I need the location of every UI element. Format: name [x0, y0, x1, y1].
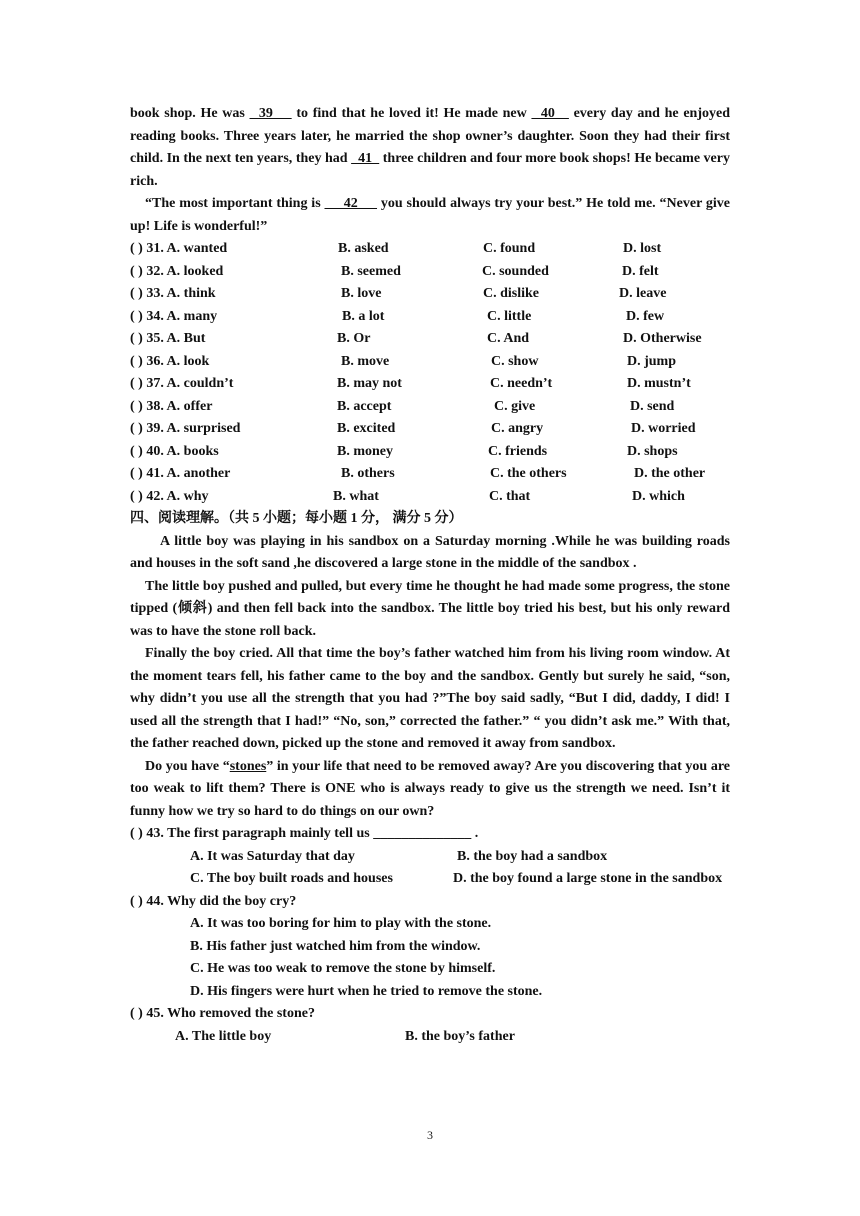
question-45-options — [130, 1026, 730, 1049]
question-43 — [130, 823, 730, 846]
option-c: C. dislike — [483, 286, 540, 301]
cloze-passage-end — [130, 103, 730, 193]
passage-text: three children and four more book shops! He became very rich. — [130, 151, 730, 189]
option-b: B. others — [341, 466, 395, 481]
passage-text: ” in your life that need to be removed away? Are you discovering that you are too weak to lift them? There is ONE who is always ready to give us the strength we need. Isn’t it funny how we try so hard to do things on our own? — [130, 758, 730, 819]
option-d: D. jump — [627, 353, 677, 369]
option-d: D. few — [626, 308, 665, 324]
option-c: C. friends — [488, 443, 548, 459]
passage-text: “The most important thing is — [145, 196, 325, 211]
option-b: B. move — [341, 353, 390, 369]
option-d: D. shops — [627, 443, 678, 459]
option-c: C. found — [483, 241, 536, 256]
option-c: C. angry — [491, 421, 544, 436]
option-b: B. may not — [337, 376, 402, 391]
question-43-options — [130, 846, 730, 869]
option-d: D. worried — [631, 421, 696, 436]
option-c: C. He was too weak to remove the stone by himself. — [190, 961, 496, 976]
option-b: B. a lot — [342, 308, 385, 324]
option-c: C. needn’t — [490, 376, 553, 391]
reading-paragraph — [130, 756, 730, 824]
reading-paragraph: A little boy was playing in his sandbox on a Saturday morning .While he was building roads and houses in the soft sand ,he discovered a large stone in the middle of the sandbox . — [130, 533, 730, 571]
question-number: ( ) 35. A. But — [130, 331, 206, 346]
question-number: ( ) 32. A. looked — [130, 263, 224, 279]
question-number: ( ) 36. A. look — [130, 353, 210, 369]
cloze-row — [130, 351, 730, 374]
option-b: B. the boy had a sandbox — [457, 848, 608, 864]
question-45 — [130, 1003, 730, 1026]
passage-text: Do you have “ — [145, 758, 230, 774]
cloze-row — [130, 373, 730, 396]
option-c: C. And — [487, 331, 530, 346]
option-d: D. mustn’t — [627, 376, 691, 391]
option-b: B. love — [341, 286, 382, 301]
cloze-row — [130, 463, 730, 486]
question-stem: ( ) 43. The first paragraph mainly tell us ______________ . — [130, 826, 479, 841]
question-44-option — [130, 958, 730, 981]
option-c: C. The boy built roads and houses — [190, 871, 393, 886]
passage-text: you should always try your best.” He told me. “Never give up! Life is wonderful!” — [130, 196, 730, 234]
blank-41: 41 — [351, 151, 380, 166]
option-c: C. sounded — [482, 263, 549, 279]
question-number: ( ) 33. A. think — [130, 286, 216, 301]
cloze-row — [130, 306, 730, 329]
option-d: D. leave — [619, 286, 667, 301]
cloze-row — [130, 418, 730, 441]
option-d: D. felt — [622, 263, 659, 279]
reading-paragraph: The little boy pushed and pulled, but every time he thought he had made some progress, the stone tipped (倾斜) and then fell back into the sandbox. The little boy tried his best, but his only reward was to have the stone roll back. — [130, 578, 730, 639]
question-44-option — [130, 936, 730, 959]
option-d: D. which — [632, 488, 685, 504]
option-d: D. Otherwise — [623, 331, 702, 346]
question-stem: ( ) 44. Why did the boy cry? — [130, 893, 297, 909]
passage-text: book shop. He was — [130, 106, 250, 121]
cloze-row — [130, 486, 730, 509]
option-b: B. excited — [337, 421, 396, 436]
question-stem: ( ) 45. Who removed the stone? — [130, 1006, 315, 1021]
option-d: D. send — [630, 398, 675, 414]
option-d: D. the boy found a large stone in the sandbox — [452, 871, 723, 886]
question-number: ( ) 37. A. couldn’t — [130, 376, 234, 391]
cloze-row — [130, 238, 730, 261]
question-number: ( ) 31. A. wanted — [130, 241, 228, 256]
blank-39: 39 — [249, 106, 292, 121]
cloze-row — [130, 261, 730, 284]
option-d: D. lost — [623, 241, 662, 256]
option-c: C. give — [494, 398, 536, 414]
cloze-row — [130, 328, 730, 351]
option-a: A. The little boy — [175, 1028, 272, 1044]
option-c: C. little — [487, 308, 532, 324]
option-d: D. the other — [634, 466, 706, 481]
option-a: A. It was Saturday that day — [190, 848, 355, 864]
question-number: ( ) 39. A. surprised — [130, 421, 241, 436]
question-number: ( ) 42. A. why — [130, 488, 209, 504]
passage-text: to find that he loved it! He made new — [291, 106, 532, 121]
option-b: B. Or — [337, 331, 371, 346]
option-b: B. asked — [338, 241, 389, 256]
stones-underlined: stones — [229, 758, 267, 774]
question-44 — [130, 891, 730, 914]
section-heading: 四、阅读理解。（共 5 小题；每小题 1 分， 满分 5 分） — [130, 511, 463, 526]
exam-page — [130, 103, 730, 1048]
cloze-row — [130, 396, 730, 419]
question-number: ( ) 40. A. books — [130, 443, 219, 459]
option-b: B. His father just watched him from the window. — [190, 938, 481, 954]
cloze-options — [130, 238, 730, 508]
cloze-row — [130, 283, 730, 306]
passage-text: every day and he enjoyed reading books. Three years later, he married the shop owner’s daughter. Soon they had their first child. In the next ten years, they had — [130, 106, 730, 166]
blank-40: 40 — [531, 106, 569, 121]
cloze-row — [130, 441, 730, 464]
question-number: ( ) 38. A. offer — [130, 398, 213, 414]
option-b: B. money — [337, 443, 393, 459]
question-43-options-cd — [130, 868, 730, 891]
option-b: B. the boy’s father — [405, 1028, 515, 1044]
option-a: A. It was too boring for him to play with the stone. — [190, 916, 492, 931]
blank-42: 42 — [324, 196, 378, 211]
option-b: B. seemed — [341, 263, 401, 279]
option-d: D. His fingers were hurt when he tried to remove the stone. — [190, 983, 543, 999]
option-b: B. what — [333, 488, 379, 504]
question-number: ( ) 34. A. many — [130, 308, 218, 324]
question-number: ( ) 41. A. another — [130, 466, 231, 481]
page-number: 3 — [427, 1128, 433, 1142]
option-c: C. the others — [490, 466, 567, 481]
reading-paragraph: Finally the boy cried. All that time the boy’s father watched him from his living room window. At the moment tears fell, his father came to the boy and the sandbox. Gently but surely he said, “son, why didn’t you use all the strength that you had ?”The boy said sadly, “But I did, daddy, I did! I used all the strength that I had!” “No, son,” corrected the father.” “ you didn’t ask me.” With that, the father reached down, picked up the stone and removed it away from sandbox. — [130, 646, 730, 751]
option-c: C. show — [491, 353, 539, 369]
cloze-passage-quote — [130, 193, 730, 238]
question-44-option — [130, 981, 730, 1004]
option-b: B. accept — [337, 398, 392, 414]
option-c: C. that — [489, 488, 531, 504]
question-44-option — [130, 913, 730, 936]
